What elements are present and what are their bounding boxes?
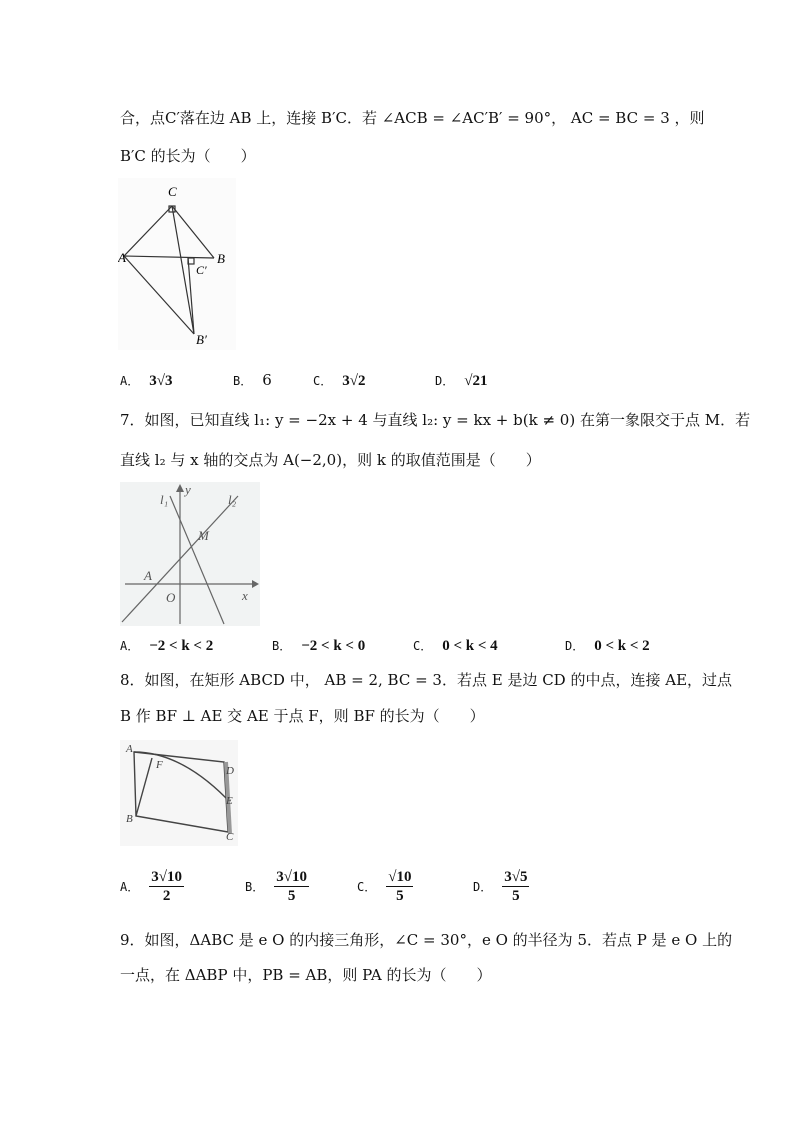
q8-option-b-fraction xyxy=(274,868,309,905)
q8-label-C: C xyxy=(226,831,234,843)
q7-option-b-value: −2 < k < 0 xyxy=(301,638,366,654)
q8-option-a[interactable] xyxy=(120,868,184,905)
q8-option-c-numerator: √10 xyxy=(388,869,412,885)
q6-option-c[interactable] xyxy=(313,370,365,391)
q8-option-d-denominator: 5 xyxy=(512,888,520,904)
q7-label-A: A xyxy=(144,568,152,583)
q8-option-d-label: D． xyxy=(473,879,493,894)
q6-option-b-label: B． xyxy=(233,374,253,388)
q7-option-b[interactable] xyxy=(272,635,365,656)
q9-text-line1: 9．如图，ΔABC 是 e O 的内接三角形，∠C = 30°，e O 的半径为 5．若点 P 是 e O 上的 xyxy=(120,931,733,949)
q8-label-F: F xyxy=(156,759,163,771)
q9-text-line2: 一点，在 ΔABP 中，PB = AB，则 PA 的长为（ ） xyxy=(120,966,492,984)
q7-label-l2: l₂ xyxy=(228,492,237,507)
q8-option-a-fraction xyxy=(149,868,184,905)
q7-label-O: O xyxy=(166,590,176,605)
q8-text-line2: B 作 BF ⊥ AE 交 AE 于点 F，则 BF 的长为（ ） xyxy=(120,707,485,725)
q8-option-c-denominator: 5 xyxy=(396,888,404,904)
q7-label-M: M xyxy=(198,528,209,543)
q8-text-line1: 8．如图，在矩形 ABCD 中， AB = 2, BC = 3．若点 E 是边 CD 的中点，连接 AE，过点 xyxy=(120,671,733,689)
q7-text-line2: 直线 l₂ 与 x 轴的交点为 A(−2,0)，则 k 的取值范围是（ ） xyxy=(120,451,541,469)
q6-option-c-value: 3√2 xyxy=(342,373,366,389)
q6-option-d-label: D． xyxy=(435,374,455,388)
q6-label-B: B xyxy=(217,251,225,266)
q8-option-b-numerator: 3√10 xyxy=(276,869,307,885)
q6-text-line2: B′C 的长为（ ） xyxy=(120,147,256,165)
q6-option-d[interactable] xyxy=(435,370,487,391)
q6-label-C-prime: C′ xyxy=(196,263,207,277)
q6-text-line1: 合，点C′落在边 AB 上，连接 B′C．若 ∠ACB = ∠AC′B′ = 90°， AC = BC = 3 ，则 xyxy=(120,109,705,127)
q6-option-a-label: A． xyxy=(120,374,140,388)
q6-label-A: A xyxy=(118,250,126,265)
q6-label-B-prime: B′ xyxy=(196,332,207,347)
q8-option-b[interactable] xyxy=(245,868,309,905)
q8-option-b-label: B． xyxy=(245,879,265,894)
q7-option-a-value: −2 < k < 2 xyxy=(149,638,214,654)
q8-option-a-label: A． xyxy=(120,879,140,894)
q6-option-b[interactable] xyxy=(233,370,272,391)
q7-option-a-label: A． xyxy=(120,639,140,653)
q8-option-c-label: C． xyxy=(357,879,377,894)
q8-option-c[interactable] xyxy=(357,868,413,905)
q8-figure xyxy=(120,740,238,846)
q6-option-d-value: √21 xyxy=(464,373,488,389)
q7-option-c[interactable] xyxy=(413,635,498,656)
q6-option-a[interactable] xyxy=(120,370,172,391)
q8-label-A: A xyxy=(126,743,133,755)
q7-option-d-value: 0 < k < 2 xyxy=(594,638,650,654)
q7-option-a[interactable] xyxy=(120,635,213,656)
q6-option-b-value: 6 xyxy=(262,371,272,389)
q8-option-d-numerator: 3√5 xyxy=(504,869,528,885)
q7-label-x: x xyxy=(242,588,248,603)
q8-label-B: B xyxy=(126,813,133,825)
q7-option-c-label: C． xyxy=(413,639,433,653)
q7-label-y: y xyxy=(185,482,191,497)
q8-option-a-denominator: 2 xyxy=(162,888,171,904)
q7-text-line1: 7．如图，已知直线 l₁: y = −2x + 4 与直线 l₂: y = kx + b(k ≠ 0) 在第一象限交于点 M．若 xyxy=(120,411,751,429)
q6-option-c-label: C． xyxy=(313,374,333,388)
q7-option-d-label: D． xyxy=(565,639,585,653)
q7-option-d[interactable] xyxy=(565,635,650,656)
q8-option-d[interactable] xyxy=(473,868,529,905)
q8-option-a-numerator: 3√10 xyxy=(151,869,182,885)
q8-label-D: D xyxy=(226,765,234,777)
q7-option-c-value: 0 < k < 4 xyxy=(442,638,498,654)
q6-option-a-value: 3√3 xyxy=(149,373,173,389)
q6-label-C: C xyxy=(168,184,177,199)
q8-option-c-fraction xyxy=(386,868,413,905)
q7-figure xyxy=(120,482,260,626)
q8-option-d-fraction xyxy=(502,868,529,905)
q8-option-b-denominator: 5 xyxy=(287,888,296,904)
q7-label-l1: l₁ xyxy=(160,492,169,507)
q7-option-b-label: B． xyxy=(272,639,292,653)
q8-label-E: E xyxy=(226,795,233,807)
q6-figure xyxy=(118,178,236,350)
